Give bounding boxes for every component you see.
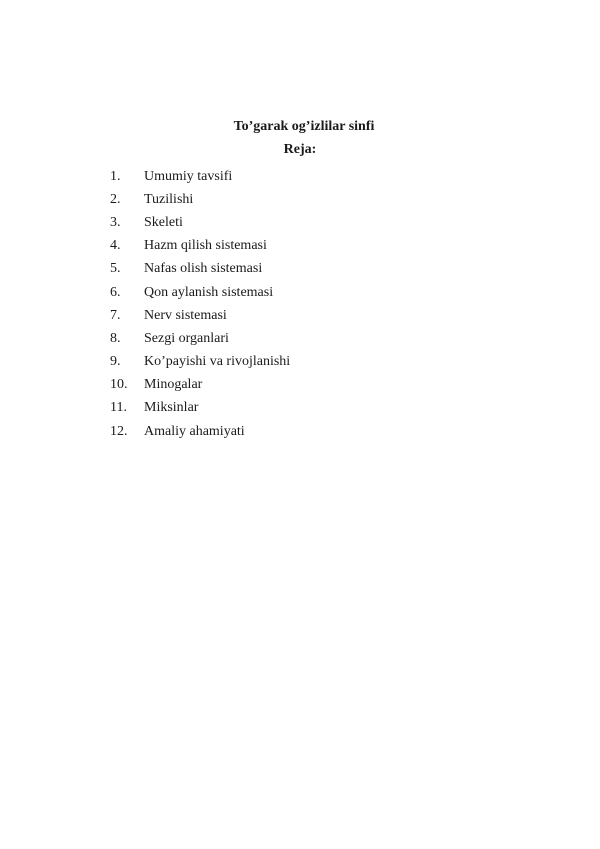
list-item (110, 188, 290, 211)
list-item (110, 374, 290, 397)
list-item-number: 1. (110, 168, 121, 184)
list-item-number: 5. (110, 261, 121, 277)
list-item-number: 8. (110, 330, 121, 346)
list-item-text: Nafas olish sistemasi (144, 261, 263, 277)
list-item (110, 304, 290, 327)
list-item (110, 258, 290, 281)
list-item-text: Sezgi organlari (144, 330, 229, 346)
list-item-text: Miksinlar (144, 400, 199, 416)
list-item-number: 7. (110, 307, 121, 323)
list-item (110, 327, 290, 350)
list-item-text: Hazm qilish sistemasi (144, 238, 267, 254)
list-item-text: Qon aylanish sistemasi (144, 284, 274, 300)
list-item-number: 6. (110, 284, 121, 300)
list-item-text: Ko’payishi va rivojlanishi (144, 354, 291, 370)
list-item-number: 2. (110, 191, 121, 207)
list-item-text: Nerv sistemasi (144, 307, 227, 323)
list-item-text: Minogalar (144, 377, 203, 393)
list-item (110, 281, 290, 304)
plan-list (110, 165, 290, 443)
list-item (110, 420, 290, 443)
list-item-text: Tuzilishi (144, 191, 194, 207)
list-item (110, 351, 290, 374)
list-item-text: Umumiy tavsifi (144, 168, 233, 184)
list-item-number: 4. (110, 238, 121, 254)
list-item-number: 9. (110, 354, 121, 370)
list-item (110, 211, 290, 234)
list-item (110, 397, 290, 420)
list-item (110, 165, 290, 188)
list-item-number: 3. (110, 214, 121, 230)
plan-heading: Reja: (283, 142, 317, 157)
list-item-number: 11. (110, 400, 127, 416)
list-item-number: 10. (110, 377, 128, 393)
list-item-text: Amaliy ahamiyati (144, 423, 245, 439)
document-title: To’garak og’izlilar sinfi (233, 119, 375, 134)
list-item (110, 235, 290, 258)
list-item-text: Skeleti (144, 214, 183, 230)
list-item-number: 12. (110, 423, 128, 439)
